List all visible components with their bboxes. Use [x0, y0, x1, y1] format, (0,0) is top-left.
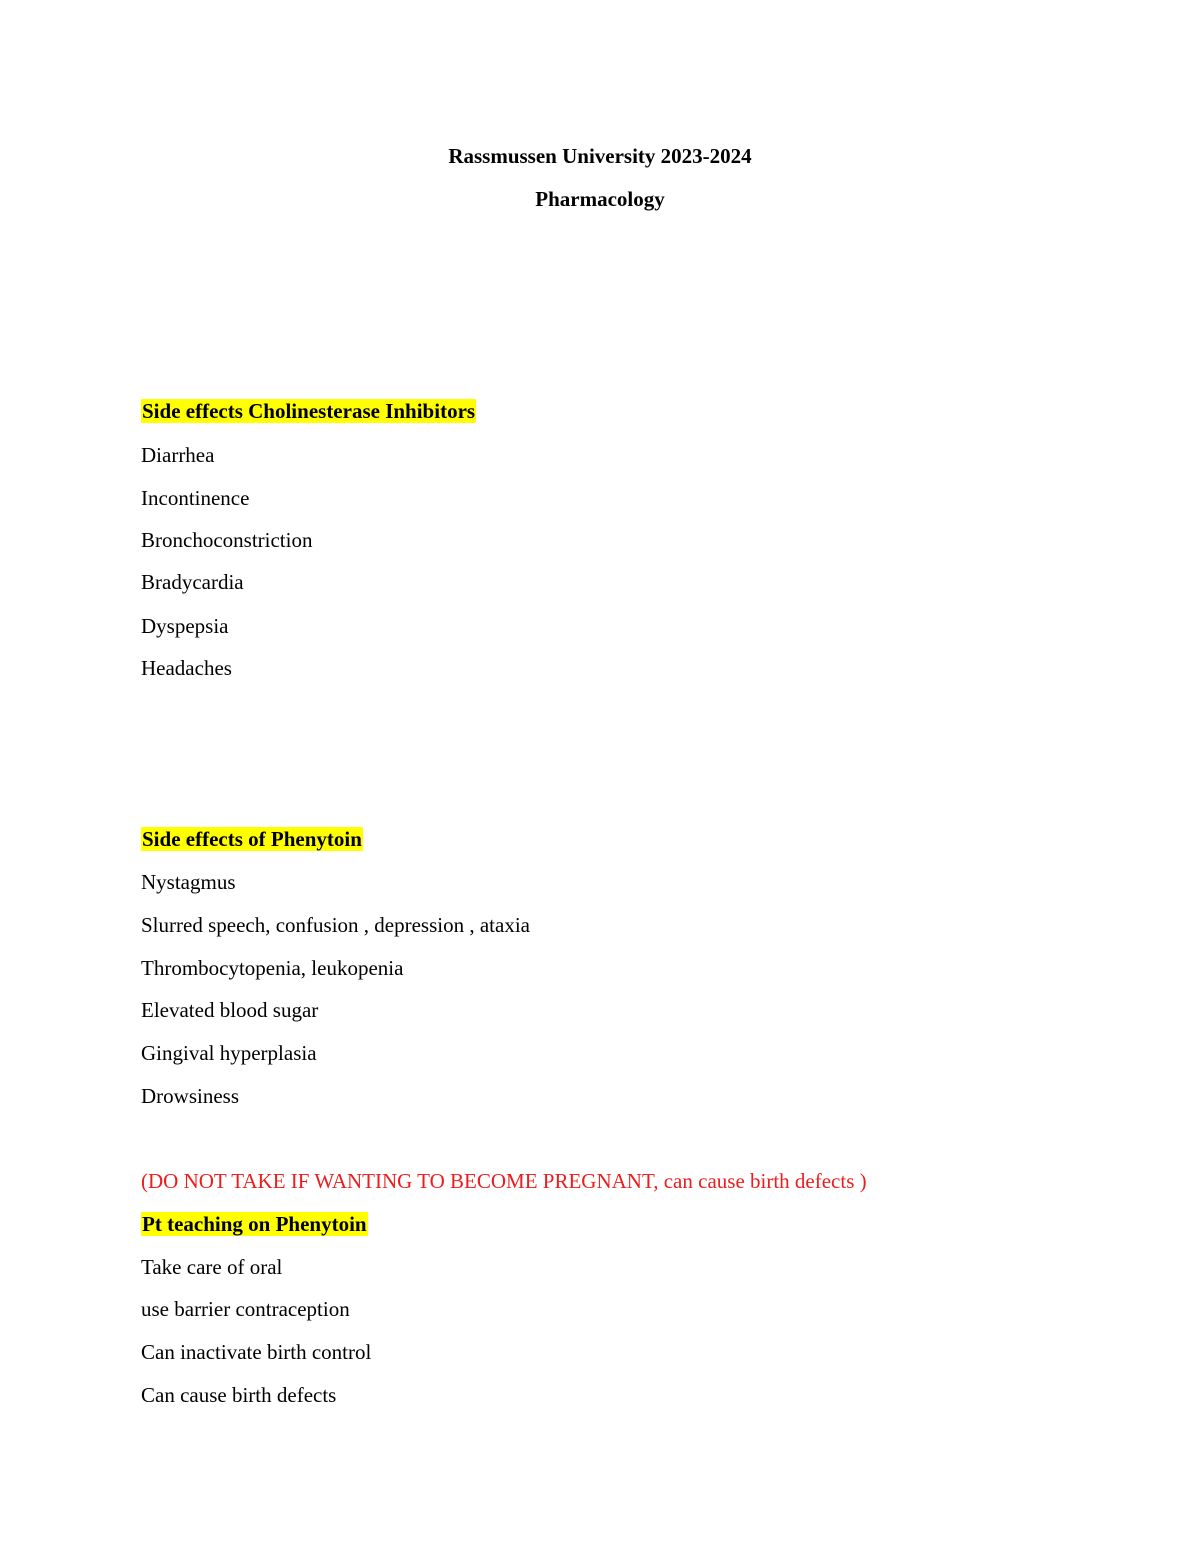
list-item: Can cause birth defects: [141, 1383, 337, 1407]
list-item: use barrier contraception: [141, 1297, 350, 1321]
section-heading-label: Side effects of Phenytoin: [142, 827, 362, 851]
list-item: Elevated blood sugar: [141, 998, 319, 1022]
section-heading-label: Side effects Cholinesterase Inhibitors: [142, 399, 476, 423]
section-heading-phenytoin-side-effects: [141, 826, 363, 852]
list-item: Dyspepsia: [141, 614, 229, 638]
list-item: Bronchoconstriction: [141, 528, 313, 552]
section-heading-cholinesterase: [141, 398, 476, 424]
list-item: Diarrhea: [141, 443, 215, 467]
list-item: Slurred speech, confusion , depression , ataxia: [141, 913, 530, 937]
pregnancy-warning: (DO NOT TAKE IF WANTING TO BECOME PREGNANT, can cause birth defects ): [141, 1169, 867, 1193]
list-item: Drowsiness: [141, 1084, 239, 1108]
list-item: Nystagmus: [141, 870, 236, 894]
university-title: Rassmussen University 2023-2024: [448, 144, 752, 168]
list-item: Can inactivate birth control: [141, 1340, 372, 1364]
list-item: Gingival hyperplasia: [141, 1041, 317, 1065]
section-heading-phenytoin-teaching: [141, 1211, 368, 1237]
section-heading-label: Pt teaching on Phenytoin: [142, 1212, 367, 1236]
list-item: Thrombocytopenia, leukopenia: [141, 956, 404, 980]
course-title: Pharmacology: [535, 187, 665, 211]
list-item: Take care of oral: [141, 1255, 283, 1279]
list-item: Incontinence: [141, 486, 250, 510]
list-item: Bradycardia: [141, 570, 244, 594]
list-item: Headaches: [141, 656, 232, 680]
